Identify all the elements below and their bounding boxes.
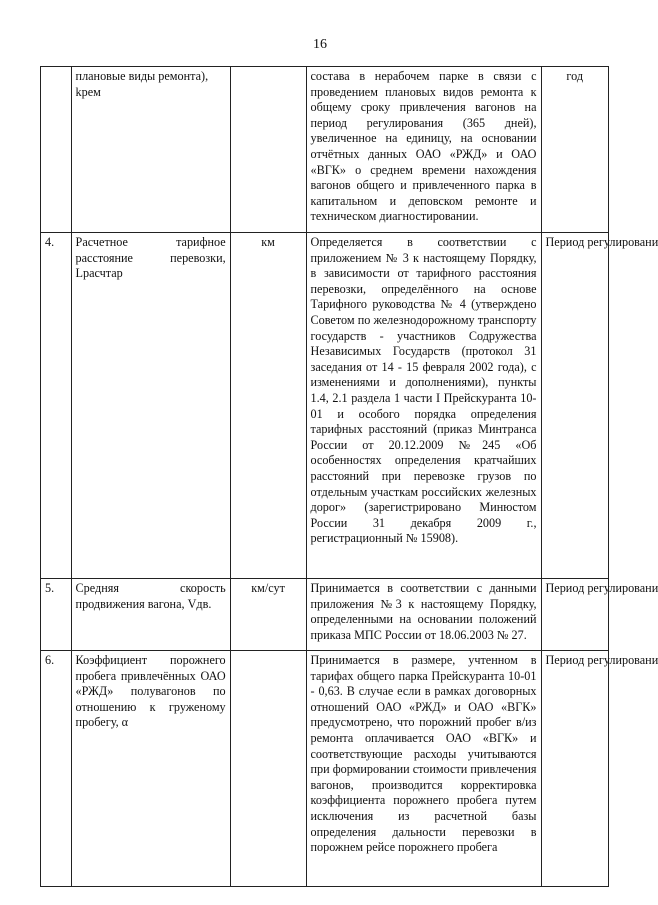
parameter-name-text: Средняя скорость продвижения вагона, Vдв.: [75, 581, 226, 611]
parameters-table: [40, 66, 658, 887]
parameter-name-text: плановые виды ремонта), kрем: [75, 69, 209, 99]
table-row: [41, 579, 609, 651]
row-number: 5.: [41, 579, 72, 651]
parameter-description: [306, 651, 541, 887]
description-text: Определяется в соответствии с приложением № 3 к настоящему Порядку, в зависимости от тарифного расстояния перевозки, определённого на основе Тарифного руководства № 4 (утверждено Советом по железнодорожному транспорту государств - участников Содружества Независимых Государств (протокол 31 заседания от 14 - 15 февраля 2002 года), с изменениями и дополнениями), пункты 1.4, 2.1 раздела 1 части I Прейскуранта 10-01 и особого порядка определения тарифных расстояний (приказ Минтранса России от 20.12.2009 №245 «Об особенностях определения кратчайших расстояний при перевозке грузов по отдельным участкам российских железных дорог» (зарегистрировано Минюстом России 31 декабря 2009 г., регистрационный № 15908).: [310, 235, 537, 546]
table-row: [41, 651, 609, 887]
description-text: Принимается в размере, учтенном в тарифах общего парка Прейскуранта 10-01 - 0,63. В случае если в рамках договорных отношений ОАО «РЖД» и ОАО «ВГК» предусмотрено, что порожний пробег в/из ремонта оплачивается ОАО «ВГК» и соответствующие расходы учитываются при формировании стоимости привлечения вагонов, производится корректировка коэффициента порожнего пробега путем исключения из расчетной базы определения дальности перевозки в порожнем рейсе порожнего пробега: [310, 653, 537, 855]
term: Период регулировани: [541, 233, 609, 579]
table-row: [41, 233, 609, 579]
page-number: 16: [313, 37, 327, 52]
row-number: 6.: [41, 651, 72, 887]
parameter-name: [71, 579, 230, 651]
parameter-description: [306, 233, 541, 579]
parameter-description: [306, 67, 541, 233]
description-text: состава в нерабочем парке в связи с проведением плановых видов ремонта к общему сроку привлечения вагонов на период регулирования (365 дней), увеличенное на единицу, на основании отчётных данных ОАО «РЖД» и ОАО «ВГК» о среднем времени нахождения вагонов общего и привлеченного парка в капитальном и деповском ремонте и техническом диагностировании.: [310, 69, 537, 224]
row-number: 4.: [41, 233, 72, 579]
term: Период регулировани: [541, 651, 609, 887]
term: Период регулировани: [541, 579, 609, 651]
table-row: [41, 67, 609, 233]
parameter-name-text: Расчетное тарифное расстояние перевозки, Lрасчтар: [75, 235, 226, 281]
parameter-name: [71, 651, 230, 887]
row-number: [41, 67, 72, 233]
parameter-name-text: Коэффициент порожнего пробега привлечённых ОАО «РЖД» полувагонов по отношению к груженому пробегу, α: [75, 653, 226, 730]
unit: км: [230, 233, 306, 579]
parameter-name: [71, 233, 230, 579]
parameter-name: [71, 67, 230, 233]
description-text: Принимается в соответствии с данными приложения №3 к настоящему Порядку, определенными на основании положений приказа МПС России от 18.06.2003 № 27.: [310, 581, 537, 642]
parameter-description: [306, 579, 541, 651]
unit: [230, 651, 306, 887]
unit: км/сут: [230, 579, 306, 651]
term: год: [541, 67, 609, 233]
unit: [230, 67, 306, 233]
